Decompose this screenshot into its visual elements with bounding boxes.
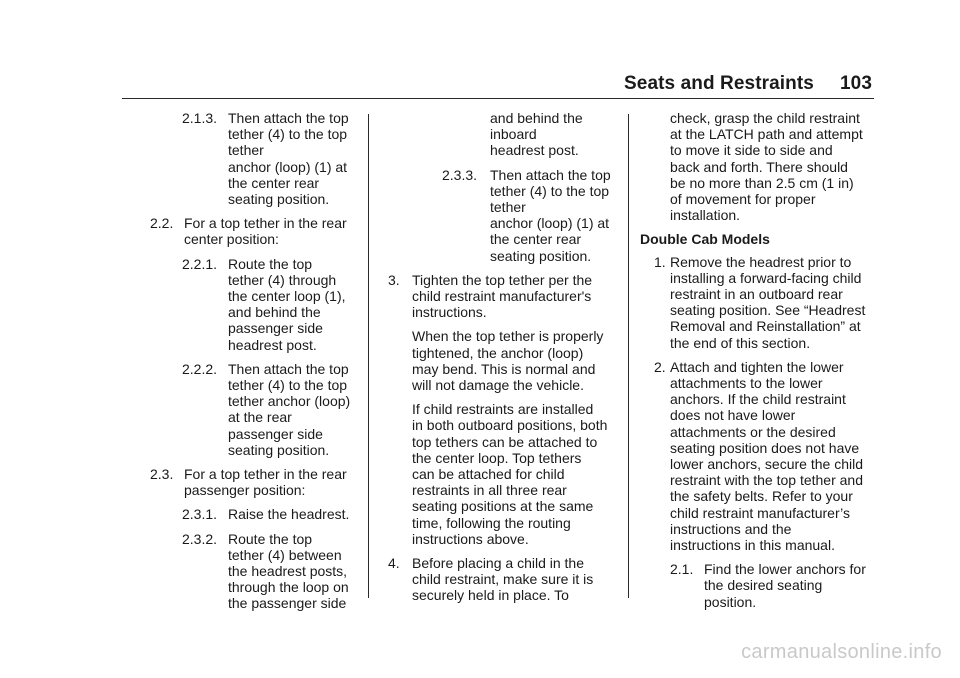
text-line: seating positions at the same [412,498,594,515]
item-number: 2.1. [670,561,694,578]
text-line: check, grasp the child restraint [670,110,860,126]
item-number: 2.3. [150,466,174,483]
text-line: through the loop on [228,579,349,596]
list-item [150,531,360,612]
text-line: Route the top [228,530,313,547]
text-line: and behind the [228,304,321,321]
text-line: anchor (loop) (1) at [490,215,610,232]
text-line: Then attach the top [228,110,349,126]
text-line: child restraint manufacturer's [412,288,592,305]
item-number: 1. [654,253,666,270]
text-line: tether (4) to the top [228,126,348,143]
text-line: anchor (loop) (1) at [228,158,348,175]
list-item [640,110,880,223]
text-line: tether [490,199,526,216]
text-line: time, following the routing [412,514,571,531]
text-line: the safety belts. Refer to your [670,488,853,505]
list-item [386,328,618,393]
text-line: position. [704,593,757,610]
text-line: When the top tether is properly [412,328,604,345]
text-line: Attach and tighten the lower [670,358,844,375]
text-line: inboard [490,126,537,143]
text-line: restraints in all three rear [412,482,567,499]
text-line: instructions. [412,304,487,321]
list-item [386,555,618,604]
text-line: Route the top [228,255,313,272]
text-line: instructions in this manual. [670,537,835,554]
text-line: securely held in place. To [412,587,569,604]
text-line: the center rear [228,174,320,191]
text-line: headrest post. [490,142,579,159]
text-line: Then attach the top [228,360,349,377]
text-line: child restraint, make sure it is [412,571,594,588]
text-line: If child restraints are installed [412,401,594,418]
text-line: back and forth. There should [670,158,848,175]
text-line: center position: [184,231,279,248]
text-line: tether (4) to the top [490,182,610,199]
item-number: 3. [388,271,400,288]
text-line: to move it side to side and [670,142,833,159]
text-line: may bend. This is normal and [412,360,596,377]
item-number: 2.2.1. [182,255,218,272]
text-line: passenger side [228,320,323,337]
text-line: seating position. [228,191,330,208]
text-line: passenger position: [184,482,306,499]
list-item [150,466,360,498]
text-line: Tighten the top tether per the [412,271,593,288]
text-line: the center rear [490,231,582,248]
text-line: For a top tether in the rear [184,466,347,483]
item-number: 2.1.3. [182,110,218,126]
text-line: Before placing a child in the [412,555,584,572]
text-line: at the LATCH path and attempt [670,126,863,143]
text-line: anchors. If the child restraint [670,391,846,408]
list-item [150,215,360,247]
column-divider [628,114,629,598]
text-line: tightened, the anchor (loop) [412,344,584,361]
list-item [386,401,618,547]
text-line: will not damage the vehicle. [412,377,584,394]
page-number: 103 [839,73,872,94]
text-line: installing a forward-facing child [670,269,862,286]
text-line: seating position. [490,247,592,264]
list-item [386,167,618,264]
text-line: the center loop (1), [228,288,346,305]
column-1 [150,110,360,620]
text-line: headrest post. [228,336,317,353]
text-line: the passenger side [228,595,347,612]
text-line: instructions above. [412,530,529,547]
section-title: Seats and Restraints [624,73,814,94]
text-line: the desired seating [704,577,823,594]
text-line: child restraint manufacturer’s [670,504,851,521]
text-line: tether (4) between [228,546,342,563]
text-line: tether anchor (loop) [228,393,351,410]
text-line: installation. [670,207,741,224]
item-number: 2.3.3. [442,166,478,183]
text-line: seating position. [228,441,330,458]
text-line: Remove the headrest prior to [670,253,852,270]
list-item [386,272,618,321]
text-line: Find the lower anchors for [704,561,866,578]
text-line: at the rear [228,409,292,426]
column-divider [368,114,369,598]
list-item [150,361,360,458]
text-line: does not have lower [670,407,796,424]
text-line: lower anchors, secure the child [670,456,863,473]
text-line: tether (4) to the top [228,377,348,394]
list-item [150,110,360,207]
text-line: For a top tether in the rear [184,215,347,232]
text-line: top tethers can be attached to [412,433,598,450]
list-item [150,256,360,353]
item-number: 2.2. [150,215,174,232]
text-line: the center loop. Top tethers [412,449,582,466]
text-line: the end of this section. [670,334,811,351]
item-number: 2.3.2. [182,530,218,547]
text-line: can be attached for child [412,466,565,483]
text-line: restraint in an outboard rear [670,286,843,303]
watermark: carmanualsonline.info [741,641,942,663]
list-item [640,359,880,553]
item-number: 2.2.2. [182,360,218,377]
list-item [386,110,618,159]
text-line: and behind the [490,110,583,126]
text-line: Then attach the top [490,166,611,183]
page-header [624,73,872,95]
item-number: 2.3.1. [182,506,218,523]
header-rule [122,98,874,99]
column-2 [386,110,618,612]
text-line: of movement for proper [670,191,816,208]
text-line: Removal and Reinstallation” at [670,318,861,335]
text-line: in both outboard positions, both [412,417,608,434]
subheading: Double Cab Models [640,231,770,248]
text-line: passenger side [228,425,323,442]
list-item [150,506,360,522]
text-line: seating position does not have [670,439,860,456]
list-item [640,561,880,610]
column-3 [640,110,880,618]
text-line: attachments to the lower [670,375,823,392]
text-line: Raise the headrest. [228,506,350,523]
text-line: tether (4) through [228,271,337,288]
text-line: be no more than 2.5 cm (1 in) [670,174,854,191]
text-line: attachments or the desired [670,423,836,440]
text-line: seating position. See “Headrest [670,302,866,319]
text-line: restraint with the top tether and [670,472,863,489]
item-number: 2. [654,358,666,375]
text-line: the headrest posts, [228,563,348,580]
item-number: 4. [388,555,400,572]
text-line: tether [228,142,264,159]
text-line: instructions and the [670,520,792,537]
list-item [640,254,880,351]
